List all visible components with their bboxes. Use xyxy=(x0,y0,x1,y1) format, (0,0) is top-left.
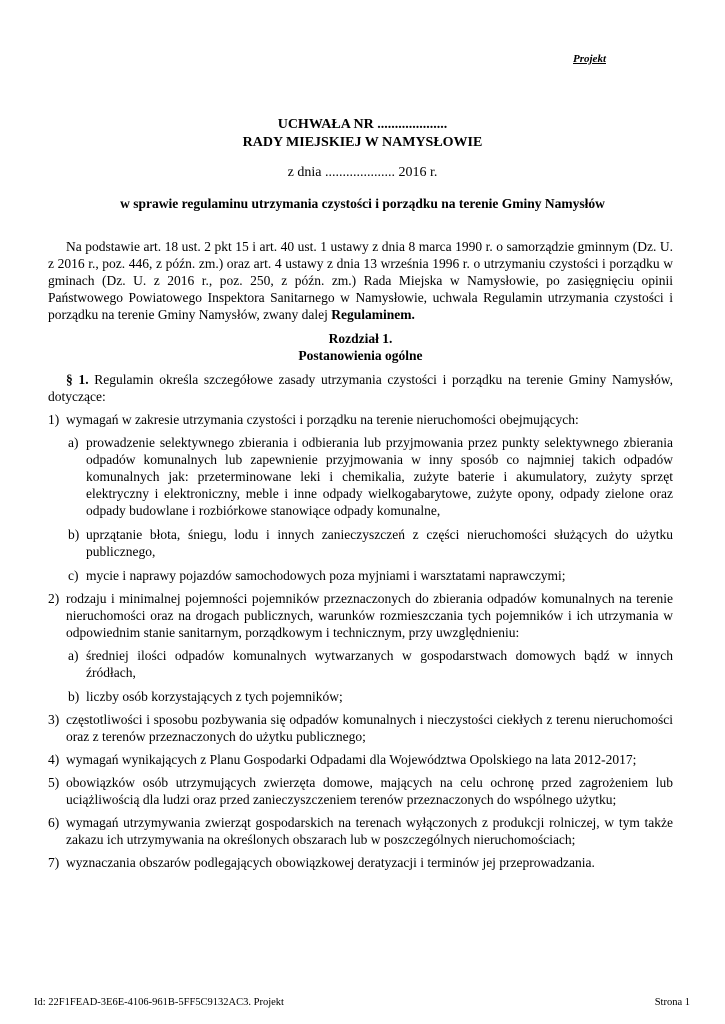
sub-list-item-text: prowadzenie selektywnego zbierania i odbierania lub przyjmowania przez punkty selektywnego zbierania odpadów komunalnych lub zapewnienie przyjmowania w inny sposób co najmniej takich odpadów komunalnych jak: przeterminowane leki i chemikalia, zużyte baterie i akumulatory, zużyty sprzęt elektryczny i elektroniczny, meble i inne odpady wielkogabarytowe, zużyte opony, odpady zielone oraz odpady budowlane i rozbiórkowe stanowiące odpady komunalne, xyxy=(86,435,673,518)
preamble xyxy=(48,238,673,323)
chapter-heading xyxy=(48,330,673,364)
sub-list-item xyxy=(48,567,673,584)
items-list xyxy=(48,411,673,871)
list-item-text: wymagań w zakresie utrzymania czystości i porządku na terenie nieruchomości obejmujących: xyxy=(66,412,579,427)
list-item-text: wyznaczania obszarów podlegających obowiązkowej deratyzacji i terminów jej przeprowadzania. xyxy=(66,855,595,870)
list-item xyxy=(48,751,673,768)
list-item xyxy=(48,711,673,745)
list-item-text: wymagań wynikających z Planu Gospodarki Odpadami dla Województwa Opolskiego na lata 2012-2017; xyxy=(66,752,637,767)
list-item-text: obowiązków osób utrzymujących zwierzęta domowe, mających na celu ochronę przed zagrożeniem lub uciążliwością dla ludzi oraz przed zanieczyszczeniem terenów przeznaczonych do wspólnego użytku; xyxy=(66,775,673,807)
page-footer xyxy=(34,994,690,1011)
resolution-subject: w sprawie regulaminu utrzymania czystości i porządku na terenie Gminy Namysłów xyxy=(120,196,605,211)
list-item xyxy=(48,814,673,848)
list-item-number: 5) xyxy=(48,775,60,790)
list-item-number: 3) xyxy=(48,712,60,727)
council-name: RADY MIEJSKIEJ W NAMYSŁOWIE xyxy=(242,135,483,150)
list-item xyxy=(48,411,673,428)
sub-list-item xyxy=(48,434,673,519)
page-number: Strona 1 xyxy=(654,997,690,1008)
chapter-number: Rozdział 1. xyxy=(328,331,393,346)
section-mark: § 1. xyxy=(66,372,89,387)
document-id: Id: 22F1FEAD-3E6E-4106-961B-5FF5C9132AC3. Projekt xyxy=(34,997,284,1008)
sub-list-item-text: uprzątanie błota, śniegu, lodu i innych zanieczyszczeń z części nieruchomości służących do użytku publicznego, xyxy=(86,527,673,559)
sub-list-item-text: liczby osób korzystających z tych pojemników; xyxy=(86,689,343,704)
list-item-text: częstotliwości i sposobu pozbywania się odpadów komunalnych i nieczystości ciekłych z terenu nieruchomości oraz z terenów przeznaczonych do użytku publicznego; xyxy=(66,712,673,744)
list-item-number: 4) xyxy=(48,752,60,767)
resolution-title xyxy=(0,116,725,152)
list-item-number: 6) xyxy=(48,815,60,830)
list-item-text: wymagań utrzymywania zwierząt gospodarskich na terenach wyłączonych z produkcji rolniczej, w tym także zakazu ich utrzymywania na określonych obszarach lub w poszczególnych nieruchomościach; xyxy=(66,815,673,847)
list-item-number: 2) xyxy=(48,591,60,606)
list-item-number: 1) xyxy=(48,412,60,427)
projekt-label: Projekt xyxy=(573,53,606,65)
sub-list-item-letter: b) xyxy=(68,689,80,704)
sub-list-item-letter: b) xyxy=(68,527,80,542)
chapter-name: Postanowienia ogólne xyxy=(298,348,423,363)
sub-list-item-text: mycie i naprawy pojazdów samochodowych poza myjniami i warsztatami naprawczymi; xyxy=(86,568,566,583)
sub-list-item xyxy=(48,647,673,681)
list-item xyxy=(48,590,673,641)
list-item xyxy=(48,774,673,808)
section-1 xyxy=(48,371,673,405)
list-item-number: 7) xyxy=(48,855,60,870)
list-item xyxy=(48,854,673,871)
document-body xyxy=(48,238,673,871)
preamble-defined-term: Regulaminem. xyxy=(331,307,415,322)
sub-list-item-letter: a) xyxy=(68,648,79,663)
sub-list-item-letter: c) xyxy=(68,568,79,583)
section-1-text: Regulamin określa szczegółowe zasady utrzymania czystości i porządku na terenie Gminy Namysłów, dotyczące: xyxy=(48,372,673,404)
resolution-number: UCHWAŁA NR .................... xyxy=(277,117,448,132)
list-item-text: rodzaju i minimalnej pojemności pojemników przeznaczonych do zbierania odpadów komunalnych na terenie nieruchomości oraz na drogach publicznych, warunków rozmieszczania tych pojemników i ich utrzymania w odpowiednim stanie sanitarnym, porządkowym i technicznym, przy uwzględnieniu: xyxy=(66,591,673,640)
sub-list-item xyxy=(48,526,673,560)
sub-list-item-letter: a) xyxy=(68,435,79,450)
sub-list-item xyxy=(48,688,673,705)
sub-list-item-text: średniej ilości odpadów komunalnych wytwarzanych w gospodarstwach domowych bądź w innych źródłach, xyxy=(86,648,673,680)
preamble-text: Na podstawie art. 18 ust. 2 pkt 15 i art. 40 ust. 1 ustawy z dnia 8 marca 1990 r. o samorządzie gminnym (Dz. U. z 2016 r., poz. 446, z późn. zm.) oraz art. 4 ustawy z dnia 13 września 1996 r. o utrzymaniu czystości i porządku w gminach (Dz. U. z 2016 r., poz. 250, z późn. zm.) Rada Miejska w Namysłowie, po zasięgnięciu opinii Państwowego Powiatowego Inspektora Sanitarnego w Namysłowie, uchwala Regulamin utrzymania czystości i porządku na terenie Gminy Namysłów, zwany dalej xyxy=(48,239,673,322)
resolution-date: z dnia .................... 2016 r. xyxy=(287,165,438,180)
